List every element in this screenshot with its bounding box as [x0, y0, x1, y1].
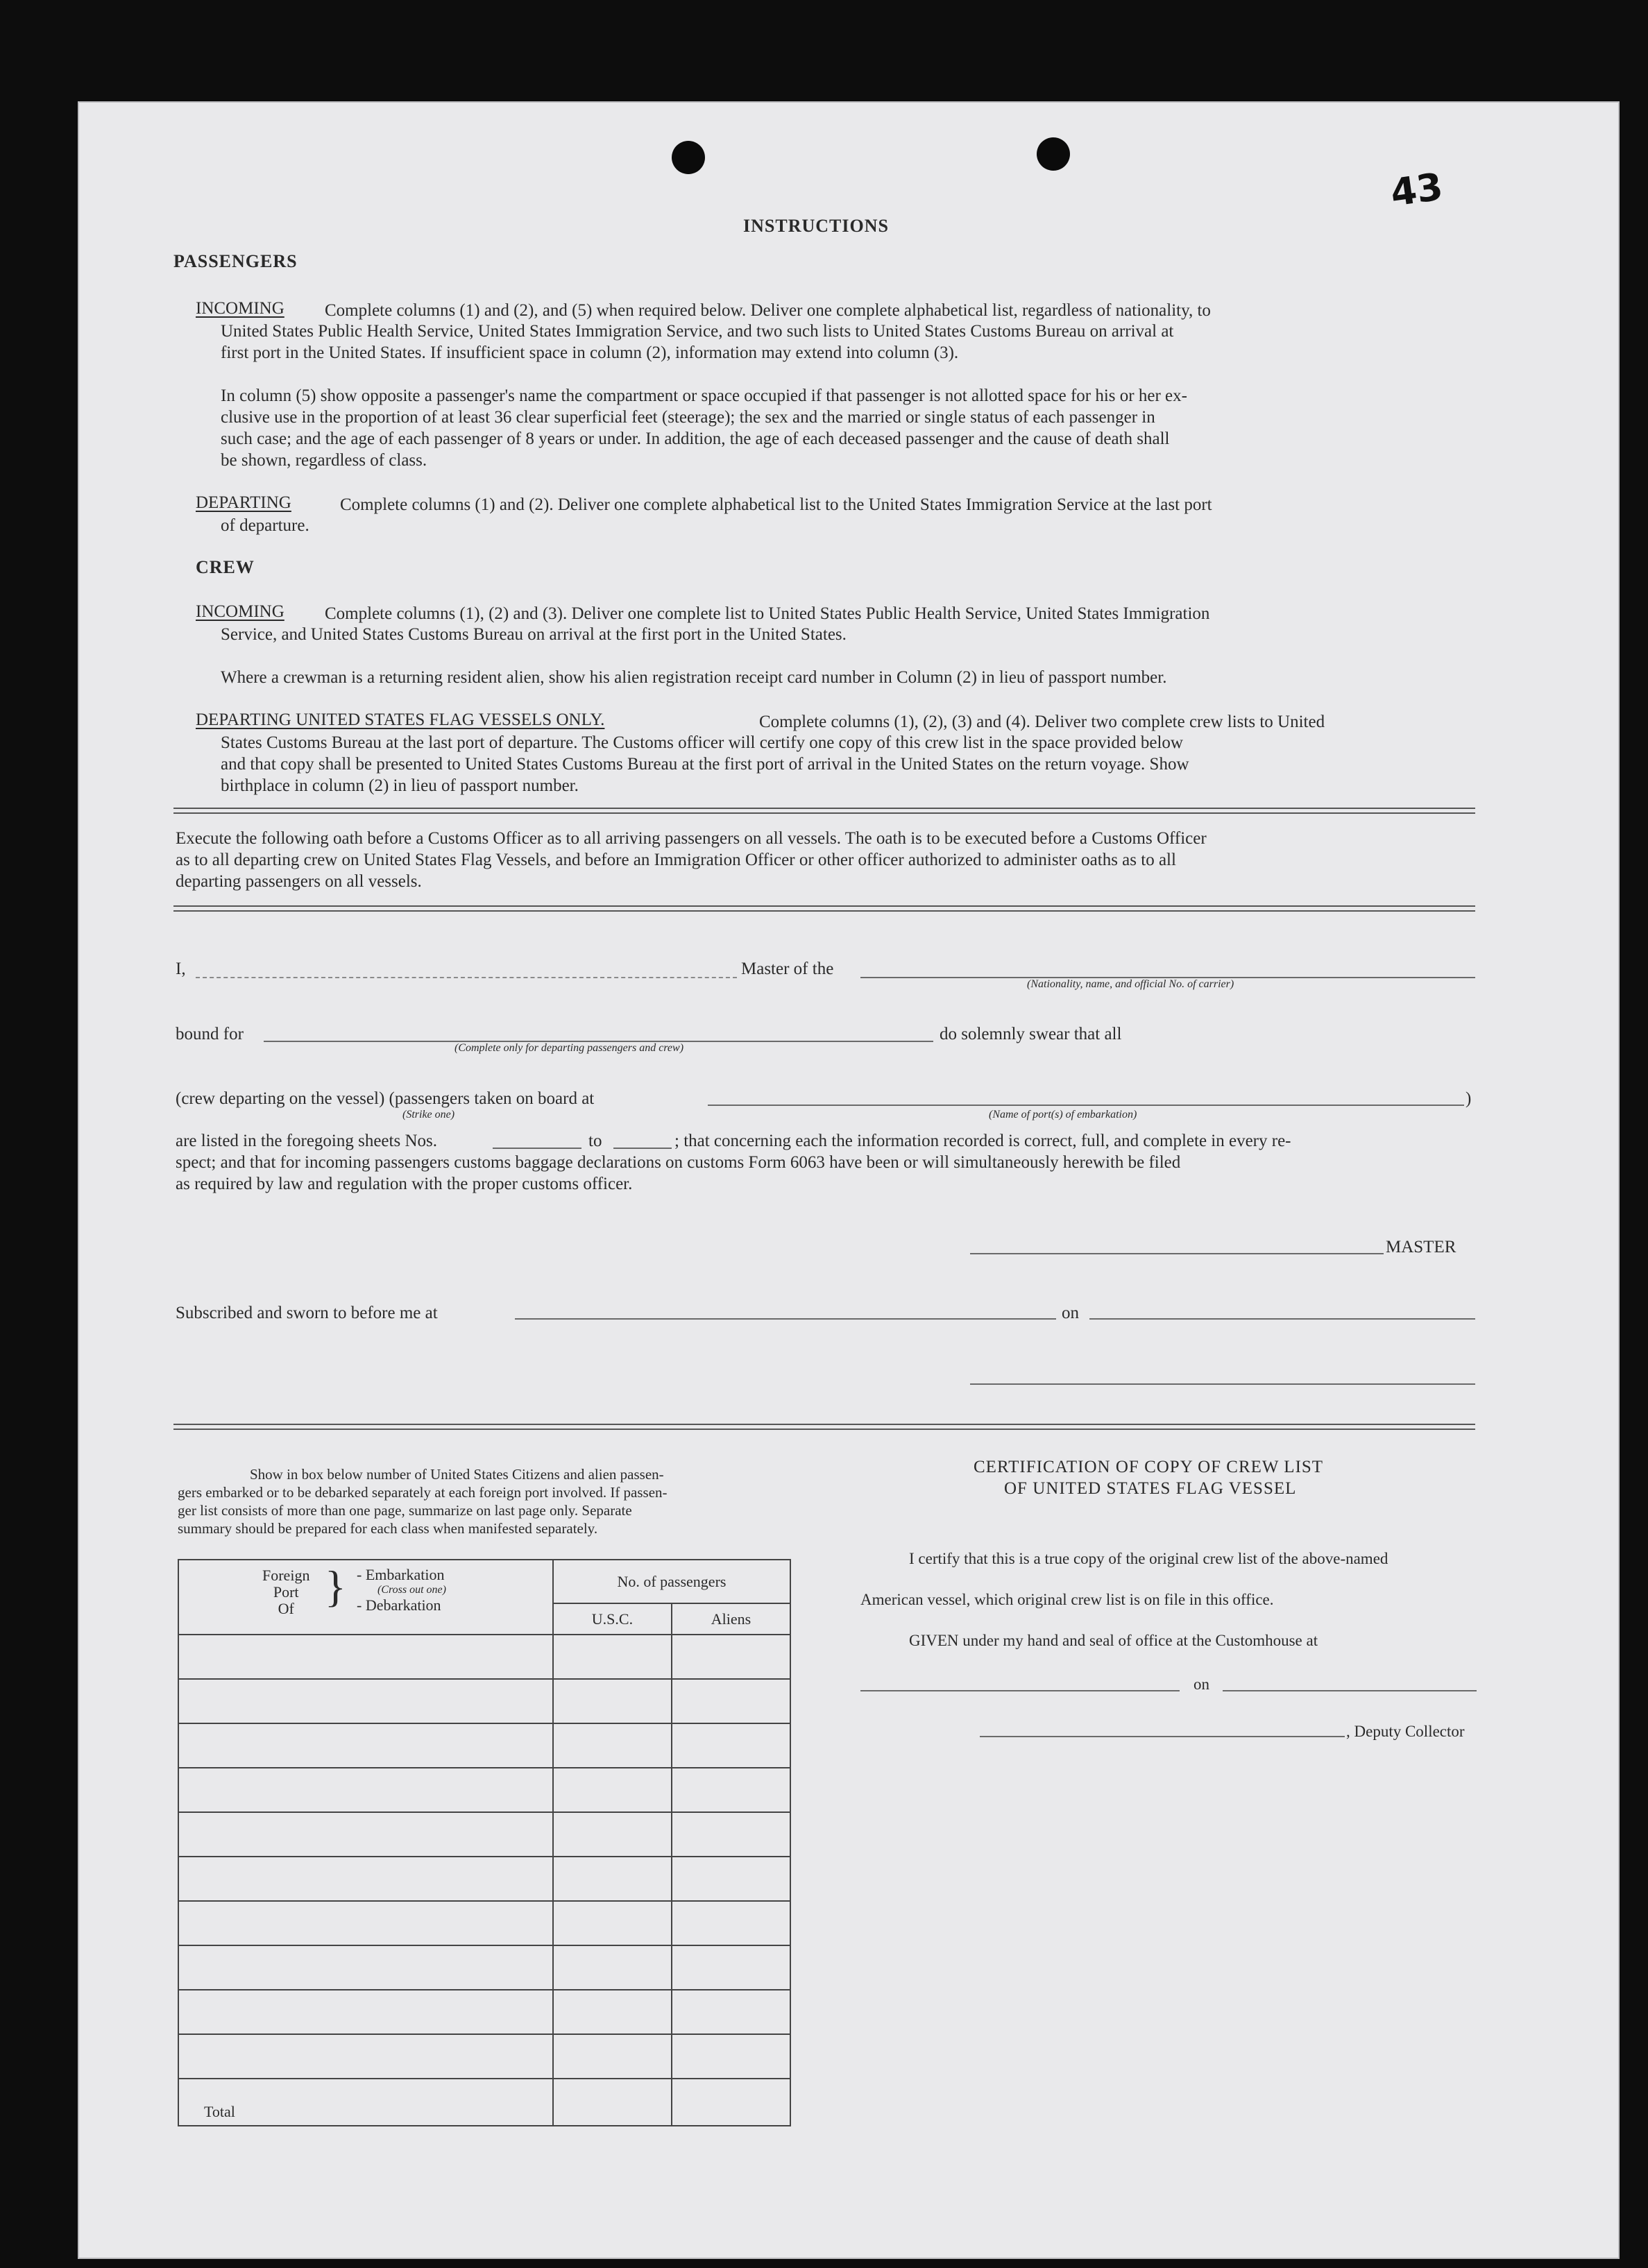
passengers-incoming-line-1: Complete columns (1) and (2), and (5) when required below. Deliver one complete alphabetical list, regardless of nationality, to — [325, 301, 1211, 320]
summary-line-4: summary should be prepared for each class when manifested separately. — [178, 1520, 598, 1537]
listed-sheets-label: are listed in the foregoing sheets Nos. — [176, 1132, 437, 1150]
aliens-cell[interactable] — [672, 1635, 790, 1679]
passengers-departing-label: DEPARTING — [196, 493, 291, 512]
master-of-the-label: Master of the — [741, 960, 834, 978]
embarkation-port-hint: (Name of port(s) of embarkation) — [989, 1109, 1137, 1120]
carrier-hint: (Nationality, name, and official No. of carrier) — [1027, 978, 1234, 990]
aliens-cell[interactable] — [672, 1812, 790, 1857]
strike-one-text: (crew departing on the vessel) (passengers taken on board at — [176, 1089, 595, 1108]
deputy-signature-field[interactable] — [980, 1736, 1345, 1737]
aliens-header: Aliens — [672, 1603, 790, 1635]
table-row — [178, 1679, 790, 1723]
passenger-summary-table — [178, 1559, 791, 2126]
crew-incoming-line-1: Complete columns (1), (2) and (3). Deliver one complete list to United States Public Health Service, United States Immigration — [325, 604, 1210, 623]
passengers-heading: PASSENGERS — [173, 251, 298, 271]
solemnly-swear-label: do solemnly swear that all — [940, 1025, 1122, 1043]
port-cell[interactable] — [178, 1857, 553, 1901]
foreign-port-word-1: Foreign — [262, 1567, 310, 1584]
punch-hole-right — [1037, 137, 1070, 171]
port-cell[interactable] — [178, 1945, 553, 1990]
officer-signature-field[interactable] — [970, 1383, 1475, 1385]
certification-on-label: on — [1193, 1676, 1209, 1693]
aliens-cell[interactable] — [672, 1857, 790, 1901]
certify-line-1: I certify that this is a true copy of the original crew list of the above-named — [909, 1550, 1388, 1567]
crew-resident-alien: Where a crewman is a returning resident alien, show his alien registration receipt card number in Column (2) in lieu of passport number. — [221, 668, 1167, 687]
certification-title-1: CERTIFICATION OF COPY OF CREW LIST — [974, 1458, 1324, 1476]
certification-title-2: OF UNITED STATES FLAG VESSEL — [1004, 1479, 1297, 1498]
debarkation-option[interactable]: - Debarkation — [357, 1596, 441, 1614]
summary-line-1: Show in box below number of United States Citizens and alien passen- — [250, 1466, 664, 1483]
column5-line-1: In column (5) show opposite a passenger's name the compartment or space occupied if that passenger is not allotted space for his or her ex- — [221, 386, 1187, 405]
listed-line-2: spect; and that for incoming passengers customs baggage declarations on customs Form 6063 have been or will simultaneously herewith be filed — [176, 1153, 1181, 1172]
double-rule-2 — [173, 905, 1475, 912]
sheet-from-field[interactable] — [493, 1148, 581, 1149]
master-name-field[interactable] — [196, 977, 737, 978]
crew-heading: CREW — [196, 557, 255, 577]
port-cell[interactable] — [178, 2034, 553, 2079]
deputy-collector-label: , Deputy Collector — [1346, 1723, 1465, 1740]
master-label: MASTER — [1386, 1238, 1456, 1256]
usc-cell[interactable] — [553, 1768, 672, 1812]
summary-line-2: gers embarked or to be debarked separately at each foreign port involved. If passen- — [178, 1484, 668, 1501]
usc-cell[interactable] — [553, 1679, 672, 1723]
oath-intro-line-1: Execute the following oath before a Customs Officer as to all arriving passengers on all vessels. The oath is to be executed before a Customs Officer — [176, 829, 1207, 848]
crew-departing-label: DEPARTING UNITED STATES FLAG VESSELS ONLY. — [196, 710, 605, 729]
aliens-cell[interactable] — [672, 2034, 790, 2079]
no-passengers-header: No. of passengers — [553, 1560, 790, 1603]
total-label: Total — [178, 2079, 553, 2126]
table-row — [178, 1812, 790, 1857]
table-row — [178, 1635, 790, 1679]
crew-departing-line-2: States Customs Bureau at the last port of departure. The Customs officer will certify one copy of this crew list in the space provided below — [221, 733, 1183, 752]
port-cell[interactable] — [178, 1990, 553, 2034]
table-row — [178, 1901, 790, 1945]
port-cell[interactable] — [178, 1723, 553, 1768]
embarkation-option[interactable]: - Embarkation — [357, 1566, 445, 1583]
port-cell[interactable] — [178, 1635, 553, 1679]
usc-cell[interactable] — [553, 1901, 672, 1945]
bound-for-label: bound for — [176, 1025, 244, 1043]
subscribed-on-label: on — [1062, 1304, 1079, 1322]
subscribed-place-field[interactable] — [515, 1318, 1056, 1320]
strike-one-hint: (Strike one) — [402, 1109, 455, 1120]
summary-line-3: ger list consists of more than one page, summarize on last page only. Separate — [178, 1502, 632, 1519]
table-row — [178, 1945, 790, 1990]
given-line: GIVEN under my hand and seal of office at the Customhouse at — [909, 1632, 1318, 1649]
passengers-incoming-line-3: first port in the United States. If insufficient space in column (2), information may extend into column (3). — [221, 343, 959, 362]
customhouse-field[interactable] — [860, 1690, 1180, 1691]
port-cell[interactable] — [178, 1768, 553, 1812]
usc-cell[interactable] — [553, 1857, 672, 1901]
aliens-cell[interactable] — [672, 1723, 790, 1768]
crew-incoming-label: INCOMING — [196, 602, 284, 621]
usc-cell[interactable] — [553, 2034, 672, 2079]
total-usc-cell[interactable] — [553, 2079, 672, 2126]
port-cell[interactable] — [178, 1679, 553, 1723]
certification-date-field[interactable] — [1223, 1690, 1477, 1691]
aliens-cell[interactable] — [672, 1768, 790, 1812]
cross-out-hint: (Cross out one) — [377, 1584, 446, 1596]
passengers-incoming-line-2: United States Public Health Service, United States Immigration Service, and two such lists to United States Customs Bureau on arrival at — [221, 322, 1174, 341]
close-paren: ) — [1466, 1089, 1472, 1108]
usc-cell[interactable] — [553, 1945, 672, 1990]
usc-cell[interactable] — [553, 1635, 672, 1679]
master-signature-field[interactable] — [970, 1253, 1384, 1254]
listed-continuation: ; that concerning each the information recorded is correct, full, and complete in every re- — [674, 1132, 1291, 1150]
foreign-port-header — [178, 1560, 553, 1635]
usc-cell[interactable] — [553, 1723, 672, 1768]
aliens-cell[interactable] — [672, 1679, 790, 1723]
double-rule-3 — [173, 1424, 1475, 1430]
foreign-port-word-2: Port — [273, 1583, 299, 1601]
table-row — [178, 1990, 790, 2034]
subscribed-date-field[interactable] — [1089, 1318, 1475, 1320]
total-aliens-cell[interactable] — [672, 2079, 790, 2126]
embarkation-port-field[interactable] — [708, 1105, 1464, 1106]
crew-incoming-line-2: Service, and United States Customs Bureau on arrival at the first port in the United States. — [221, 625, 847, 644]
total-row — [178, 2079, 790, 2126]
foreign-port-word-3: Of — [278, 1600, 294, 1617]
table-row — [178, 1857, 790, 1901]
passengers-departing-line-2: of departure. — [221, 516, 309, 535]
listed-line-3: as required by law and regulation with the proper customs officer. — [176, 1175, 633, 1193]
handwritten-page-number: 43 — [1387, 164, 1446, 215]
port-cell[interactable] — [178, 1812, 553, 1857]
brace-icon: } — [325, 1562, 346, 1611]
listed-to-label: to — [588, 1132, 602, 1150]
table-row — [178, 2034, 790, 2079]
column5-line-3: such case; and the age of each passenger of 8 years or under. In addition, the age of each deceased passenger and the cause of death shall — [221, 429, 1170, 448]
aliens-cell[interactable] — [672, 1990, 790, 2034]
usc-header: U.S.C. — [553, 1603, 672, 1635]
table-row — [178, 1723, 790, 1768]
bound-for-hint: (Complete only for departing passengers and crew) — [455, 1042, 684, 1054]
aliens-cell[interactable] — [672, 1945, 790, 1990]
punch-hole-left — [672, 141, 705, 174]
crew-departing-line-4: birthplace in column (2) in lieu of passport number. — [221, 776, 579, 795]
instructions-title: INSTRUCTIONS — [743, 216, 889, 236]
oath-intro-line-2: as to all departing crew on United States Flag Vessels, and before an Immigration Officer or other officer authorized to administer oaths as to all — [176, 851, 1176, 869]
oath-intro-line-3: departing passengers on all vessels. — [176, 872, 422, 891]
usc-cell[interactable] — [553, 1990, 672, 2034]
column5-line-2: clusive use in the proportion of at least 36 clear superficial feet (steerage); the sex and the married or single status of each passenger in — [221, 408, 1155, 427]
subscribed-label: Subscribed and sworn to before me at — [176, 1304, 438, 1322]
crew-departing-line-3: and that copy shall be presented to United States Customs Bureau at the first port of arrival in the United States on the return voyage. Show — [221, 755, 1189, 774]
crew-departing-line-1: Complete columns (1), (2), (3) and (4). Deliver two complete crew lists to United — [759, 713, 1325, 731]
port-cell[interactable] — [178, 1901, 553, 1945]
aliens-cell[interactable] — [672, 1901, 790, 1945]
double-rule-1 — [173, 808, 1475, 814]
passengers-departing-line-1: Complete columns (1) and (2). Deliver one complete alphabetical list to the United States Immigration Service at the last port — [340, 495, 1212, 514]
passengers-incoming-label: INCOMING — [196, 299, 284, 318]
table-row — [178, 1768, 790, 1812]
usc-cell[interactable] — [553, 1812, 672, 1857]
oath-i-label: I, — [176, 960, 186, 978]
sheet-to-field[interactable] — [613, 1148, 672, 1149]
certify-line-2: American vessel, which original crew list is on file in this office. — [860, 1591, 1274, 1608]
column5-line-4: be shown, regardless of class. — [221, 451, 427, 470]
